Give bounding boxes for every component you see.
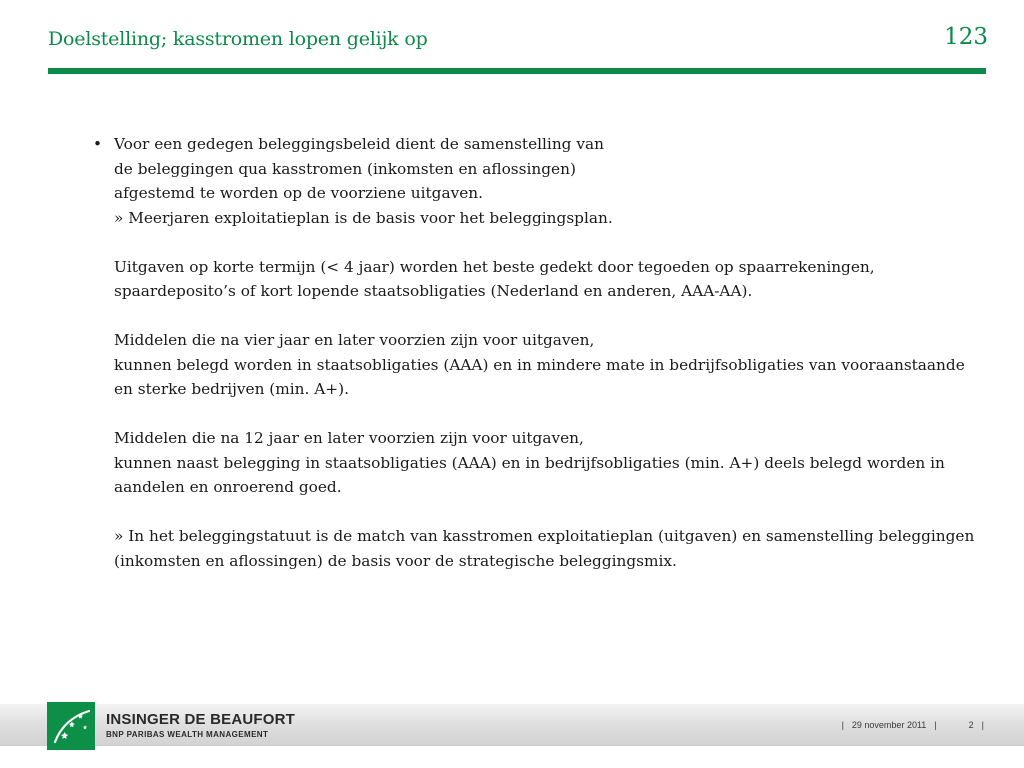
footer-separator: | [934,720,937,730]
brand-subtitle: BNP PARIBAS WEALTH MANAGEMENT [106,730,269,739]
title-divider [48,68,986,74]
bullet-marker: • [93,135,103,153]
body-text-line: aandelen en onroerend goed. [114,478,342,496]
body-text-line: Middelen die na 12 jaar en later voorzien zijn voor uitgaven, [114,429,584,447]
body-text-line: » Meerjaren exploitatieplan is de basis voor het beleggingsplan. [114,208,613,227]
body-text-line: » In het beleggingstatuut is de match van kasstromen exploitatieplan (uitgaven) en samenstelling beleggingen [114,527,975,545]
body-text-line: Voor een gedegen beleggingsbeleid dient de samenstelling van [114,135,604,153]
slide-number: 123 [944,24,988,50]
body-text-line: Middelen die na vier jaar en later voorzien zijn voor uitgaven, [114,331,595,349]
footer-meta [838,720,988,730]
bnp-stars-logo-icon [47,702,95,750]
paragraph-gap [114,304,990,329]
body-text-line: kunnen naast belegging in staatsobligaties (AAA) en in bedrijfsobligaties (min. A+) deels belegd worden in [114,453,945,472]
slide-title: Doelstelling; kasstromen lopen gelijk op [48,28,428,50]
body-text-line: Uitgaven op korte termijn (< 4 jaar) worden het beste gedekt door tegoeden op spaarrekeningen, [114,257,875,276]
brand-name: INSINGER DE BEAUFORT [106,711,296,728]
footer-separator: | [841,720,844,730]
paragraph-gap [114,500,990,525]
bullet-text [114,132,990,573]
body-text-line: de beleggingen qua kasstromen (inkomsten en aflossingen) [114,159,576,178]
body-text-line: afgestemd te worden op de voorziene uitgaven. [114,184,484,202]
paragraph-gap [114,230,990,255]
paragraph-gap [114,402,990,427]
footer-page-number: 2 [968,720,974,730]
body-text-line: en sterke bedrijven (min. A+). [114,380,349,398]
bullet-item [90,132,990,573]
body-text-line: kunnen belegd worden in staatsobligaties (AAA) en in mindere mate in bedrijfsobligaties van vooraanstaande [114,355,965,374]
footer-separator: | [981,720,984,730]
slide-body [90,132,990,573]
body-text-line: (inkomsten en aflossingen) de basis voor de strategische beleggingsmix. [114,551,677,570]
footer-date: 29 november 2011 [851,720,927,730]
body-text-line: spaardeposito’s of kort lopende staatsobligaties (Nederland en anderen, AAA-AA). [114,282,753,300]
